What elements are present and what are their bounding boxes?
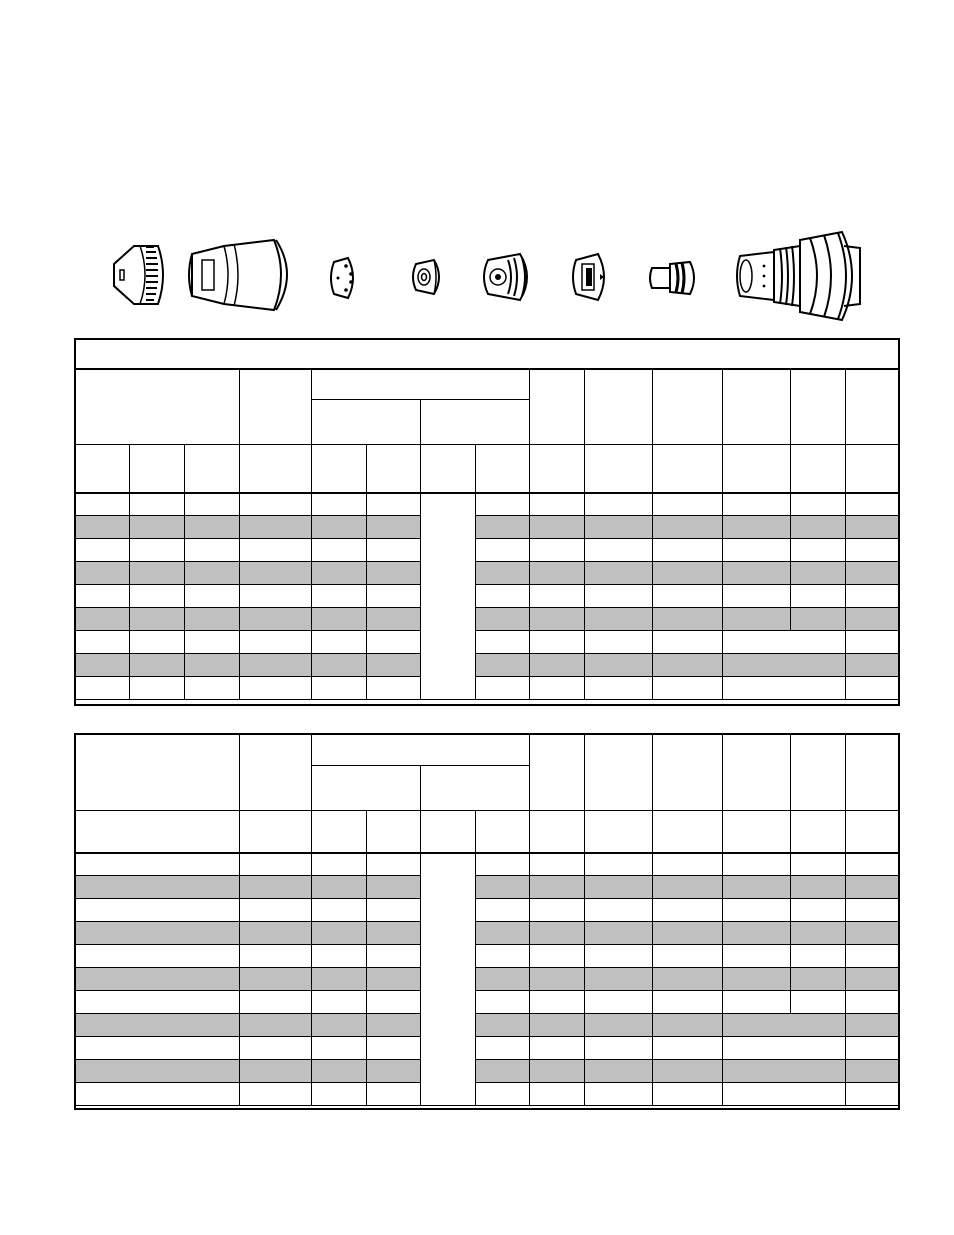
table-row [76,991,900,1014]
table-row [76,899,900,922]
header-cell [130,445,185,493]
header-cell [421,445,476,493]
header-cell [76,445,130,493]
table-row [76,968,900,991]
header-cell [76,369,240,445]
header-cell [367,811,421,853]
header-cell [723,811,791,853]
table-row [76,562,900,585]
retaining-cap-icon [184,234,302,314]
header-cell [240,735,312,811]
header-row-1 [76,369,900,400]
header-cell [846,811,900,853]
header-cell [367,445,421,493]
header-cell [653,735,723,811]
table-row [76,1014,900,1037]
header-cell [791,735,846,811]
nozzle-retaining-cap-icon [480,250,540,304]
header-cell [421,766,530,811]
header-cell [476,445,530,493]
table-row [76,853,900,876]
header-cell [791,445,846,493]
header-cell [421,400,530,445]
header-row-3 [76,811,900,853]
table-row [76,1060,900,1083]
header-cell [791,811,846,853]
header-cell [240,445,312,493]
merged-column-cell [421,493,476,700]
header-cell [653,369,723,445]
header-cell [530,735,585,811]
header-cell [312,811,367,853]
header-cell [312,735,530,766]
header-cell [76,735,240,811]
header-cell [585,735,653,811]
header-cell [585,445,653,493]
header-cell [312,369,530,400]
table-row [76,922,900,945]
header-cell [846,735,900,811]
header-cell [530,369,585,445]
header-cell [653,445,723,493]
header-cell [76,811,240,853]
table-title [76,340,900,369]
consumables-illustration [100,226,880,330]
header-cell [585,811,653,853]
table-row [76,631,900,654]
table-row [76,876,900,899]
table-row [76,539,900,562]
header-cell [723,735,791,811]
torch-body-icon [734,226,868,326]
table-row [76,1083,900,1106]
water-tube-icon [644,256,704,300]
table-row [76,493,900,516]
header-cell [240,811,312,853]
header-cell [653,811,723,853]
table-row [76,608,900,631]
header-cell [312,766,421,811]
table-row [76,585,900,608]
table-title-row [76,340,900,369]
table-row [76,516,900,539]
header-cell [585,369,653,445]
header-row-3 [76,445,900,493]
header-cell [530,811,585,853]
table-row [76,677,900,700]
cut-chart-table-bottom [75,734,900,1106]
electrode-icon [570,250,614,304]
header-cell [791,369,846,445]
header-cell [723,445,791,493]
table-row [76,1037,900,1060]
shield-icon [110,240,170,310]
header-cell [240,369,312,445]
header-row-1 [76,735,900,766]
header-cell [185,445,240,493]
header-cell [312,445,367,493]
header-cell [421,811,476,853]
table-row [76,945,900,968]
header-cell [312,400,421,445]
header-cell [723,369,791,445]
header-cell [476,811,530,853]
cut-chart-table-top [75,339,900,700]
header-cell [846,369,900,445]
header-cell [530,445,585,493]
header-cell [846,445,900,493]
nozzle-icon [410,256,446,298]
swirl-ring-icon [326,254,362,302]
merged-column-cell [421,853,476,1106]
table-row [76,654,900,677]
